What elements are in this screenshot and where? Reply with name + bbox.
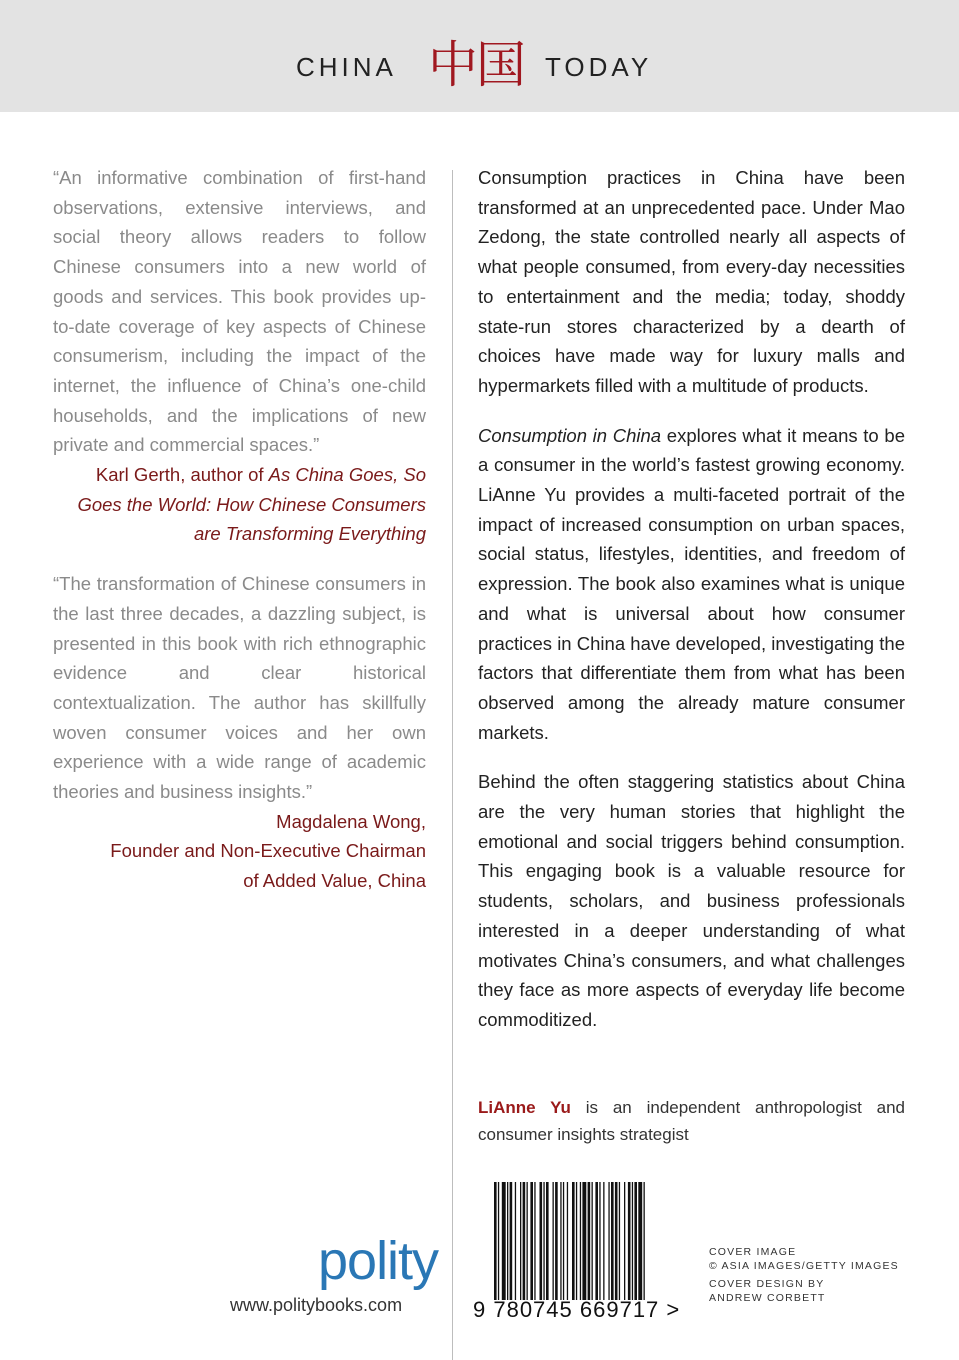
series-chinese-mark: 中国	[428, 36, 524, 94]
blurb-paragraph-2: Consumption in China explores what it means to be a consumer in the world’s fastest growing economy. LiAnne Yu provides a multi-faceted portrait of the impact of increased consumption on urban spaces, social status, lifestyles, identities, and freedom of expression. The book also examines what is unique and what is universal about how consumer practices in China have developed, investigating the factors that differentiate them from what has been observed among the already mature consumer markets.	[478, 424, 905, 743]
series-right-word: TODAY	[545, 52, 653, 82]
series-left-word: CHINA	[296, 52, 397, 82]
attribution-role: Founder and Non-Executive Chairman	[110, 840, 426, 862]
endorsement-attribution-2	[53, 807, 426, 896]
blurb-paragraph-1: Consumption practices in China have been transformed at an unprecedented pace. Under Mao Zedong, the state controlled nearly all aspects of what people consumed, from every-day necessities to entertainment and the media; today, shoddy state-run stores characterized by a dearth of choices have made way for luxury malls and hypermarkets filled with a multitude of products.	[478, 167, 905, 396]
isbn-number: 9 780745 669717 >	[473, 1297, 681, 1322]
column-divider	[452, 170, 453, 1360]
polity-logo: polity	[318, 1231, 439, 1291]
credit-line: © ASIA IMAGES/GETTY IMAGES	[709, 1259, 899, 1272]
attribution-company: of Added Value, China	[243, 870, 426, 892]
author-bio	[478, 1094, 905, 1148]
credit-line: COVER IMAGE	[709, 1246, 797, 1258]
blurb-paragraph-3: Behind the often staggering statistics about China are the very human stories that highlight the emotional and social triggers behind consumption. This engaging book is a valuable resource for students, scholars, and business professionals interested in a deeper understanding of what motivates China’s consumers, and what challenges they face as more aspects of everyday life become commoditized.	[478, 771, 905, 1030]
credit-line: ANDREW CORBETT	[709, 1291, 826, 1304]
attribution-prefix: Karl Gerth, author of	[95, 464, 269, 486]
endorsement-quote-1: “An informative combination of first-hand observations, extensive interviews, and social theory allows readers to follow Chinese consumers into a new world of goods and services. This book provides up-to-date coverage of key aspects of Chinese consumerism, including the impact of the internet, the influence of China’s one-child households, and the implications of new private and commercial spaces.”	[53, 167, 426, 456]
series-header	[0, 0, 959, 112]
credit-line: COVER DESIGN BY	[709, 1278, 825, 1290]
attribution-book-title: As China Goes, So Goes the World: How Chinese Consumers are Transforming Everything	[77, 464, 426, 545]
endorsements-column	[53, 163, 426, 896]
book-title: Consumption in China	[478, 424, 662, 446]
attribution-name: Magdalena Wong,	[276, 810, 426, 832]
cover-credits	[709, 1246, 899, 1305]
isbn-barcode	[492, 1182, 690, 1300]
endorsement-quote-2: “The transformation of Chinese consumers in the last three decades, a dazzling subject, is presented in this book with rich ethnographic evidence and clear historical contextualization. The author has skillfully woven consumer voices and her own experience with a wide range of academic theories and business insights.”	[53, 573, 426, 803]
publisher-url[interactable]: www.politybooks.com	[230, 1295, 403, 1315]
author-bio-text: is an independent anthropologist and consumer insights strategist	[478, 1098, 905, 1144]
endorsement-attribution-1	[53, 460, 426, 549]
blurb-column	[478, 163, 905, 1055]
author-name: LiAnne Yu	[478, 1098, 571, 1117]
